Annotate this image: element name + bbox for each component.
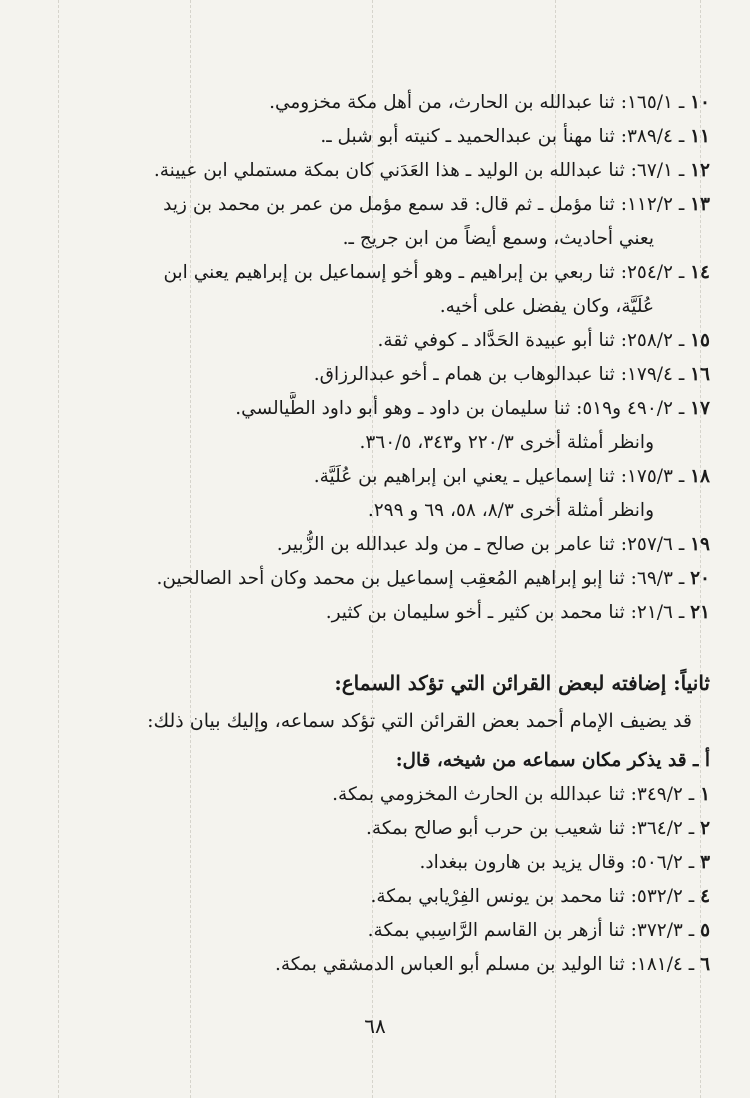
entry-reference: ١٦٥/١ — [626, 92, 673, 113]
item-text: ثنا الوليد بن مسلم أبو العباس الدمشقي بمكة. — [275, 954, 625, 975]
entry-reference: ٢٥٧/٦ — [626, 534, 673, 555]
item-reference: ٣٧٢/٣ — [636, 920, 683, 941]
entry-reference: ٦٩/٣ — [636, 568, 673, 589]
list-item: ٥ ـ ٣٧٢/٣: ثنا أزهر بن القاسم الرَّاسِبي بمكة. — [367, 920, 710, 941]
entry-line: ١٩ ـ ٢٥٧/٦: ثنا عامر بن صالح ـ من ولد عبدالله بن الزُّبير. — [276, 534, 710, 555]
entry-note: وانظر أمثلة أخرى ٢٢٠/٣ و٣٤٣، ٣٦٠/٥. — [359, 432, 654, 453]
entry-number: ١٨ — [690, 466, 710, 487]
list-item: ٤ ـ ٥٣٢/٢: ثنا محمد بن يونس الفِرْيابي بمكة. — [370, 886, 710, 907]
entry-line: ٢٠ ـ ٦٩/٣: ثنا إبو إبراهيم المُعقِب إسماعيل بن محمد وكان أحد الصالحين. — [156, 568, 710, 589]
item-reference: ١٨١/٤ — [636, 954, 683, 975]
item-number: ٢ — [700, 818, 710, 839]
item-number: ٣ — [700, 852, 710, 873]
entry-number: ١٧ — [690, 398, 710, 419]
entry-text: ثنا مهنأ بن عبدالحميد ـ كنيته أبو شبل ـ. — [320, 126, 615, 147]
entry-note: وانظر أمثلة أخرى ٨/٣، ٥٨، ٦٩ و ٢٩٩. — [367, 500, 654, 521]
entry-reference: ٢٥٤/٢ — [626, 262, 673, 283]
entry-number: ٢٠ — [690, 568, 710, 589]
item-text: ثنا أزهر بن القاسم الرَّاسِبي بمكة. — [367, 920, 625, 941]
entry-text: ثنا أبو عبيدة الحَدَّاد ـ كوفي ثقة. — [377, 330, 615, 351]
list-item: ١ ـ ٣٤٩/٢: ثنا عبدالله بن الحارث المخزومي بمكة. — [332, 784, 710, 805]
entry-number: ١٣ — [690, 194, 710, 215]
entry-line: ٢١ ـ ٢١/٦: ثنا محمد بن كثير ـ أخو سليمان بن كثير. — [325, 602, 710, 623]
entry-text: ثنا إسماعيل ـ يعني ابن إبراهيم بن عُلَيَّة. — [313, 466, 615, 487]
entry-reference: ١٧٥/٣ — [626, 466, 673, 487]
entry-line: ١٨ ـ ١٧٥/٣: ثنا إسماعيل ـ يعني ابن إبراهيم بن عُلَيَّة. — [313, 466, 710, 487]
entry-reference: ٦٧/١ — [636, 160, 673, 181]
entry-text: ثنا سليمان بن داود ـ وهو أبو داود الطَّيالسي. — [235, 398, 571, 419]
item-text: وقال يزيد بن هارون ببغداد. — [419, 852, 625, 873]
entry-continuation: يعني أحاديث، وسمع أيضاً من ابن جريج ـ. — [342, 228, 654, 249]
entry-number: ١١ — [690, 126, 710, 147]
list-item: ٣ ـ ٥٠٦/٢: وقال يزيد بن هارون ببغداد. — [419, 852, 710, 873]
entry-number: ١٦ — [690, 364, 710, 385]
item-text: ثنا عبدالله بن الحارث المخزومي بمكة. — [332, 784, 625, 805]
entry-reference: ١١٢/٢ — [626, 194, 673, 215]
item-number: ٥ — [700, 920, 710, 941]
entry-reference: ٢١/٦ — [636, 602, 673, 623]
entry-line: ١١ ـ ٣٨٩/٤: ثنا مهنأ بن عبدالحميد ـ كنيته أبو شبل ـ. — [320, 126, 710, 147]
entry-text: ثنا عامر بن صالح ـ من ولد عبدالله بن الزُّبير. — [276, 534, 615, 555]
entry-number: ١٥ — [690, 330, 710, 351]
entry-reference: ٢٥٨/٢ — [626, 330, 673, 351]
entry-reference: ١٧٩/٤ — [626, 364, 673, 385]
item-text: ثنا شعيب بن حرب أبو صالح بمكة. — [366, 818, 625, 839]
entry-text: ثنا عبدالوهاب بن همام ـ أخو عبدالرزاق. — [313, 364, 615, 385]
entry-number: ١٩ — [690, 534, 710, 555]
list-item: ٦ ـ ١٨١/٤: ثنا الوليد بن مسلم أبو العباس الدمشقي بمكة. — [275, 954, 710, 975]
item-number: ٤ — [700, 886, 710, 907]
item-reference: ٣٦٤/٢ — [636, 818, 683, 839]
entry-reference: ٣٨٩/٤ — [626, 126, 673, 147]
item-number: ٦ — [700, 954, 710, 975]
entry-continuation: عُلَيَّة، وكان يفضل على أخيه. — [439, 296, 654, 317]
entry-line: ١٦ ـ ١٧٩/٤: ثنا عبدالوهاب بن همام ـ أخو عبدالرزاق. — [313, 364, 710, 385]
entry-number: ١٤ — [690, 262, 710, 283]
entry-text: ثنا إبو إبراهيم المُعقِب إسماعيل بن محمد وكان أحد الصالحين. — [156, 568, 625, 589]
entry-line: ١٣ ـ ١١٢/٢: ثنا مؤمل ـ ثم قال: قد سمع مؤمل من عمر بن محمد بن زيد — [163, 194, 710, 215]
entry-line: ١٥ ـ ٢٥٨/٢: ثنا أبو عبيدة الحَدَّاد ـ كوفي ثقة. — [377, 330, 710, 351]
entry-line: ١٤ ـ ٢٥٤/٢: ثنا ربعي بن إبراهيم ـ وهو أخو إسماعيل بن إبراهيم يعني ابن — [163, 262, 710, 283]
section-heading: ثانياً: إضافته لبعض القرائن التي تؤكد السماع: — [334, 671, 710, 695]
section-intro: قد يضيف الإمام أحمد بعض القرائن التي تؤكد سماعه، وإليك بيان ذلك: — [147, 710, 692, 732]
entry-text: ثنا محمد بن كثير ـ أخو سليمان بن كثير. — [325, 602, 625, 623]
page-content — [40, 86, 710, 982]
entry-number: ١٢ — [690, 160, 710, 181]
entry-text: ثنا مؤمل ـ ثم قال: قد سمع مؤمل من عمر بن محمد بن زيد — [163, 194, 615, 215]
entry-text: ثنا عبدالله بن الوليد ـ هذا العَدَني كان بمكة مستملي ابن عيينة. — [153, 160, 625, 181]
item-text: ثنا محمد بن يونس الفِرْيابي بمكة. — [370, 886, 625, 907]
entry-line: ١٠ ـ ١٦٥/١: ثنا عبدالله بن الحارث، من أهل مكة مخزومي. — [269, 92, 710, 113]
entry-line: ١٢ ـ ٦٧/١: ثنا عبدالله بن الوليد ـ هذا العَدَني كان بمكة مستملي ابن عيينة. — [153, 160, 710, 181]
item-number: ١ — [700, 784, 710, 805]
list-item: ٢ ـ ٣٦٤/٢: ثنا شعيب بن حرب أبو صالح بمكة. — [366, 818, 710, 839]
item-reference: ٥٣٢/٢ — [636, 886, 683, 907]
item-reference: ٥٠٦/٢ — [636, 852, 683, 873]
page-number: ٦٨ — [364, 1014, 386, 1038]
section-subheading: أ ـ قد يذكر مكان سماعه من شيخه، قال: — [395, 750, 710, 771]
entry-line: ١٧ ـ ٤٩٠/٢ و٥١٩: ثنا سليمان بن داود ـ وهو أبو داود الطَّيالسي. — [235, 398, 710, 419]
entry-reference: ٤٩٠/٢ و٥١٩ — [582, 398, 673, 419]
entry-text: ثنا عبدالله بن الحارث، من أهل مكة مخزومي. — [269, 92, 615, 113]
entry-text: ثنا ربعي بن إبراهيم ـ وهو أخو إسماعيل بن إبراهيم يعني ابن — [163, 262, 615, 283]
entry-number: ٢١ — [690, 602, 710, 623]
item-reference: ٣٤٩/٢ — [636, 784, 683, 805]
entry-number: ١٠ — [690, 92, 710, 113]
